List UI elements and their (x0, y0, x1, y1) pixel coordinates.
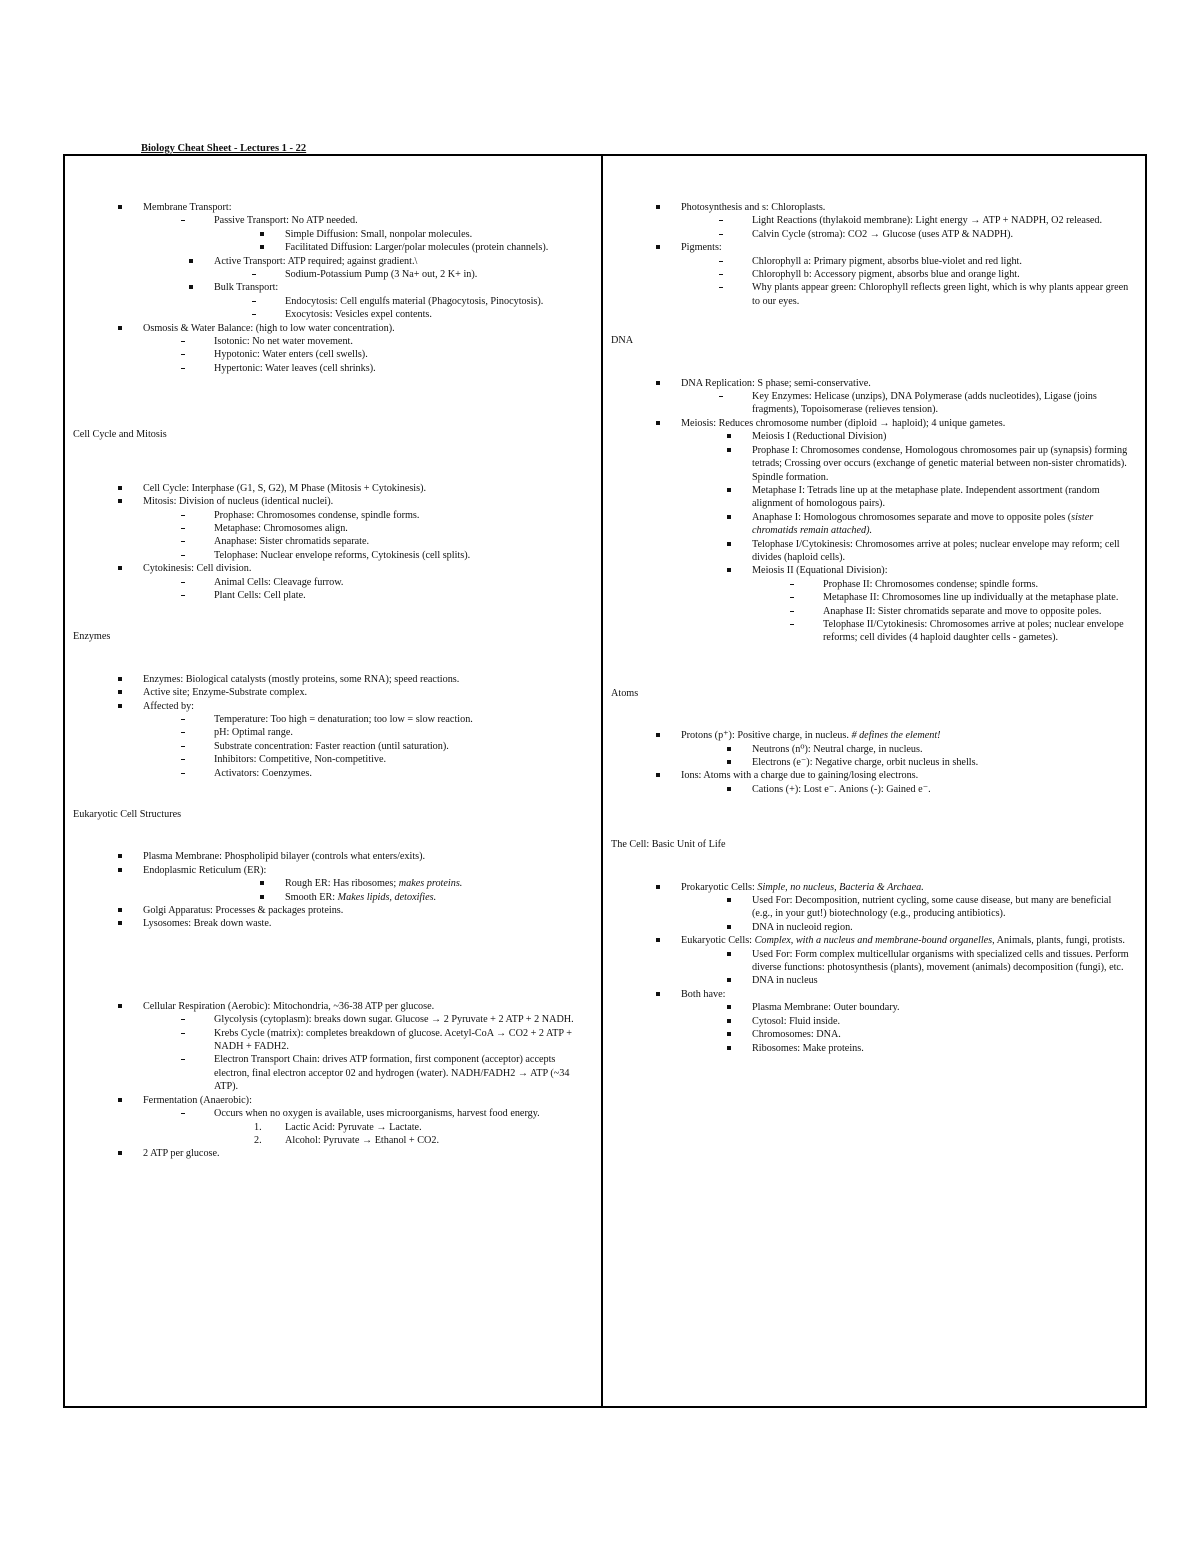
list-item: Prophase: Chromosomes condense, spindle forms. (73, 509, 591, 522)
bullet-icon (656, 205, 660, 209)
list-item: DNA Replication: S phase; semi-conservative. (611, 377, 1131, 390)
bullet-icon (118, 326, 122, 330)
bullet-icon (727, 568, 731, 572)
list-item: Facilitated Diffusion: Larger/polar molecules (protein channels). (73, 241, 591, 254)
bullet-icon (118, 1151, 122, 1155)
bullet-icon (189, 285, 193, 289)
dash-icon (181, 759, 185, 760)
bullet-icon (727, 434, 731, 438)
cheat-sheet-frame (63, 154, 1147, 1408)
list-item: Sodium-Potassium Pump (3 Na+ out, 2 K+ in). (73, 268, 591, 281)
bullet-icon (118, 486, 122, 490)
list-item: Used For: Form complex multicellular organisms with specialized cells and tissues. Perform diverse functions: photosynthesis (plants), movement (animals) decomposition (fungi), etc. (611, 948, 1131, 975)
list-item: Telophase: Nuclear envelope reforms, Cytokinesis (cell splits). (73, 549, 591, 562)
bullet-icon (189, 259, 193, 263)
list-item: Meiosis: Reduces chromosome number (diploid → haploid); 4 unique gametes. (611, 417, 1131, 430)
list-item: Prokaryotic Cells: Simple, no nucleus, Bacteria & Archaea. (611, 881, 1131, 894)
list-item: Bulk Transport: (73, 281, 591, 294)
bullet-icon (118, 921, 122, 925)
list-item: Active site; Enzyme-Substrate complex. (73, 686, 591, 699)
list-item: Membrane Transport: (73, 201, 591, 214)
dash-icon (790, 611, 794, 612)
list-item: Calvin Cycle (stroma): CO2 → Glucose (uses ATP & NADPH). (611, 228, 1131, 241)
list-item: Plant Cells: Cell plate. (73, 589, 591, 602)
list-item: Simple Diffusion: Small, nonpolar molecules. (73, 228, 591, 241)
bullet-icon (727, 978, 731, 982)
list-item: Hypertonic: Water leaves (cell shrinks). (73, 362, 591, 375)
document-title: Biology Cheat Sheet - Lectures 1 - 22 (141, 143, 307, 154)
bullet-icon (656, 938, 660, 942)
dash-icon (181, 746, 185, 747)
list-item: Pigments: (611, 241, 1131, 254)
bullet-icon (727, 1005, 731, 1009)
list-item: Telophase II/Cytokinesis: Chromosomes arrive at poles; nuclear envelope reforms; cell divides (4 haploid daughter cells - gametes). (611, 618, 1131, 645)
dash-icon (252, 301, 256, 302)
list-item: Eukaryotic Cells: Complex, with a nucleus and membrane-bound organelles, Animals, plants, fungi, protists. (611, 934, 1131, 947)
list-item: Affected by: (73, 700, 591, 713)
right-column (603, 156, 1145, 1406)
section-heading-cell: The Cell: Basic Unit of Life (611, 839, 726, 851)
dash-icon (181, 354, 185, 355)
dash-icon (719, 274, 723, 275)
dash-icon (181, 515, 185, 516)
dash-icon (181, 528, 185, 529)
section-heading-cell-cycle: Cell Cycle and Mitosis (73, 429, 167, 441)
list-item: Endoplasmic Reticulum (ER): (73, 864, 591, 877)
bullet-icon (260, 895, 264, 899)
bullet-icon (727, 952, 731, 956)
list-item: Telophase I/Cytokinesis: Chromosomes arrive at poles; nuclear envelope may reform; cell divides (haploid cells). (611, 538, 1131, 565)
list-item: Temperature: Too high = denaturation; too low = slow reaction. (73, 713, 591, 726)
list-item: Cell Cycle: Interphase (G1, S, G2), M Phase (Mitosis + Cytokinesis). (73, 482, 591, 495)
bullet-icon (260, 232, 264, 236)
list-item: pH: Optimal range. (73, 726, 591, 739)
list-item: Anaphase I: Homologous chromosomes separate and move to opposite poles (sister chromatids remain attached). (611, 511, 1131, 538)
list-item: Passive Transport: No ATP needed. (73, 214, 591, 227)
list-item: Endocytosis: Cell engulfs material (Phagocytosis, Pinocytosis). (73, 295, 591, 308)
list-item: Krebs Cycle (matrix): completes breakdown of glucose. Acetyl-CoA → CO2 + 2 ATP + NADH + FADH2. (73, 1027, 591, 1054)
section-heading-eukaryotic: Eukaryotic Cell Structures (73, 809, 182, 820)
section-heading-atoms: Atoms (611, 687, 639, 699)
list-item: Plasma Membrane: Phospholipid bilayer (controls what enters/exits). (73, 850, 591, 863)
left-column (65, 156, 603, 1406)
list-item: Anaphase II: Sister chromatids separate and move to opposite poles. (611, 605, 1131, 618)
list-item: 2. Alcohol: Pyruvate → Ethanol + CO2. (254, 1134, 440, 1146)
bullet-icon (727, 787, 731, 791)
dash-icon (719, 396, 723, 397)
bullet-icon (727, 1019, 731, 1023)
list-item: Activators: Coenzymes. (73, 767, 591, 780)
list-item: Cations (+): Lost e⁻. Anions (-): Gained e⁻. (611, 783, 1131, 796)
dash-icon (181, 341, 185, 342)
bullet-icon (727, 760, 731, 764)
dash-icon (181, 1019, 185, 1020)
list-item: Rough ER: Has ribosomes; makes proteins. (73, 877, 591, 890)
bullet-icon (727, 515, 731, 519)
bullet-icon (118, 854, 122, 858)
list-item: Both have: (611, 988, 1131, 1001)
bullet-icon (656, 773, 660, 777)
list-item: Animal Cells: Cleavage furrow. (73, 576, 591, 589)
bullet-icon (656, 421, 660, 425)
bullet-icon (118, 1098, 122, 1102)
bullet-icon (118, 1004, 122, 1008)
list-item: Cytosol: Fluid inside. (611, 1015, 1131, 1028)
bullet-icon (727, 898, 731, 902)
list-item: Active Transport: ATP required; against gradient.\ (73, 255, 591, 268)
dash-icon (181, 732, 185, 733)
bullet-icon (727, 1032, 731, 1036)
list-item: Cytokinesis: Cell division. (73, 562, 591, 575)
bullet-icon (656, 381, 660, 385)
list-item: Substrate concentration: Faster reaction (until saturation). (73, 740, 591, 753)
bullet-icon (727, 448, 731, 452)
dash-icon (790, 597, 794, 598)
dash-icon (181, 220, 185, 221)
bullet-icon (260, 881, 264, 885)
list-item: Occurs when no oxygen is available, uses microorganisms, harvest food energy. (73, 1107, 591, 1120)
list-item: DNA in nucleoid region. (611, 921, 1131, 934)
bullet-icon (118, 908, 122, 912)
list-item: Why plants appear green: Chlorophyll reflects green light, which is why plants appear green to our eyes. (611, 281, 1131, 308)
list-item: Prophase I: Chromosomes condense, Homologous chromosomes pair up (synapsis) forming tetrads; Crossing over occurs (exchange of genetic material between non-sister chromatids). Spindle formation. (611, 444, 1131, 484)
list-item: Glycolysis (cytoplasm): breaks down sugar. Glucose → 2 Pyruvate + 2 ATP + 2 NADH. (73, 1013, 591, 1026)
dash-icon (181, 582, 185, 583)
list-item: Metaphase I: Tetrads line up at the metaphase plate. Independent assortment (random alignment of homologous pairs). (611, 484, 1131, 511)
list-item: Osmosis & Water Balance: (high to low water concentration). (73, 322, 591, 335)
list-item: Photosynthesis and s: Chloroplasts. (611, 201, 1131, 214)
bullet-icon (118, 868, 122, 872)
dash-icon (181, 541, 185, 542)
bullet-icon (656, 992, 660, 996)
dash-icon (181, 1059, 185, 1060)
list-item: Electrons (e⁻): Negative charge, orbit nucleus in shells. (611, 756, 1131, 769)
list-item: Meiosis I (Reductional Division) (611, 430, 1131, 443)
dash-icon (790, 624, 794, 625)
bullet-icon (727, 542, 731, 546)
list-item: Fermentation (Anaerobic): (73, 1094, 591, 1107)
list-item: Meiosis II (Equational Division): (611, 564, 1131, 577)
dash-icon (181, 1033, 185, 1034)
bullet-icon (118, 677, 122, 681)
list-item: 2 ATP per glucose. (73, 1147, 591, 1160)
list-item: Hypotonic: Water enters (cell swells). (73, 348, 591, 361)
list-item: Ribosomes: Make proteins. (611, 1042, 1131, 1055)
list-item: Enzymes: Biological catalysts (mostly proteins, some RNA); speed reactions. (73, 673, 591, 686)
bullet-icon (118, 704, 122, 708)
dash-icon (181, 773, 185, 774)
bullet-icon (727, 747, 731, 751)
bullet-icon (118, 499, 122, 503)
dash-icon (790, 584, 794, 585)
list-item: Ions: Atoms with a charge due to gaining/losing electrons. (611, 769, 1131, 782)
list-item: Chlorophyll b: Accessory pigment, absorbs blue and orange light. (611, 268, 1131, 281)
section-heading-enzymes: Enzymes (73, 631, 111, 643)
list-item: DNA in nucleus (611, 974, 1131, 987)
list-item: Cellular Respiration (Aerobic): Mitochondria, ~36-38 ATP per glucose. (73, 1000, 591, 1013)
list-item: Electron Transport Chain: drives ATP formation, first component (acceptor) accepts electron, final electron acceptor 02 and hydrogen (water). NADH/FADH2 → ATP (~34 ATP). (73, 1053, 591, 1093)
list-item: Golgi Apparatus: Processes & packages proteins. (73, 904, 591, 917)
dash-icon (181, 555, 185, 556)
dash-icon (719, 234, 723, 235)
bullet-icon (118, 566, 122, 570)
list-item: Lysosomes: Break down waste. (73, 917, 591, 930)
bullet-icon (656, 245, 660, 249)
bullet-icon (118, 690, 122, 694)
list-item: Smooth ER: Makes lipids, detoxifies. (73, 891, 591, 904)
dash-icon (719, 220, 723, 221)
section-heading-dna: DNA (611, 335, 634, 347)
list-item: Key Enzymes: Helicase (unzips), DNA Polymerase (adds nucleotides), Ligase (joins fragments), Topoisomerase (relieves tension). (611, 390, 1131, 417)
list-item: Prophase II: Chromosomes condense; spindle forms. (611, 578, 1131, 591)
dash-icon (252, 274, 256, 275)
list-item: Metaphase: Chromosomes align. (73, 522, 591, 535)
list-item: Inhibitors: Competitive, Non-competitive. (73, 753, 591, 766)
bullet-icon (656, 733, 660, 737)
list-item: Chromosomes: DNA. (611, 1028, 1131, 1041)
list-item: Exocytosis: Vesicles expel contents. (73, 308, 591, 321)
dash-icon (181, 719, 185, 720)
bullet-icon (727, 488, 731, 492)
dash-icon (181, 1113, 185, 1114)
list-item: Chlorophyll a: Primary pigment, absorbs blue-violet and red light. (611, 255, 1131, 268)
list-item: Anaphase: Sister chromatids separate. (73, 535, 591, 548)
bullet-icon (727, 1046, 731, 1050)
list-item: Protons (p⁺): Positive charge, in nucleus. # defines the element! (611, 729, 1131, 742)
dash-icon (181, 595, 185, 596)
bullet-icon (260, 245, 264, 249)
dash-icon (252, 314, 256, 315)
list-item: Light Reactions (thylakoid membrane): Light energy → ATP + NADPH, O2 released. (611, 214, 1131, 227)
list-item: Isotonic: No net water movement. (73, 335, 591, 348)
dash-icon (719, 287, 723, 288)
dash-icon (181, 368, 185, 369)
list-item: Neutrons (n⁰): Neutral charge, in nucleus. (611, 743, 1131, 756)
bullet-icon (656, 885, 660, 889)
bullet-icon (118, 205, 122, 209)
list-item: Metaphase II: Chromosomes line up individually at the metaphase plate. (611, 591, 1131, 604)
bullet-icon (727, 925, 731, 929)
list-item: Mitosis: Division of nucleus (identical nuclei). (73, 495, 591, 508)
dash-icon (719, 261, 723, 262)
list-item: Used For: Decomposition, nutrient cycling, some cause disease, but many are beneficial (e.g., in your gut!) biotechnology (e.g., producing antibiotics). (611, 894, 1131, 921)
list-item: Plasma Membrane: Outer boundary. (611, 1001, 1131, 1014)
list-item: 1. Lactic Acid: Pyruvate → Lactate. (254, 1121, 422, 1133)
